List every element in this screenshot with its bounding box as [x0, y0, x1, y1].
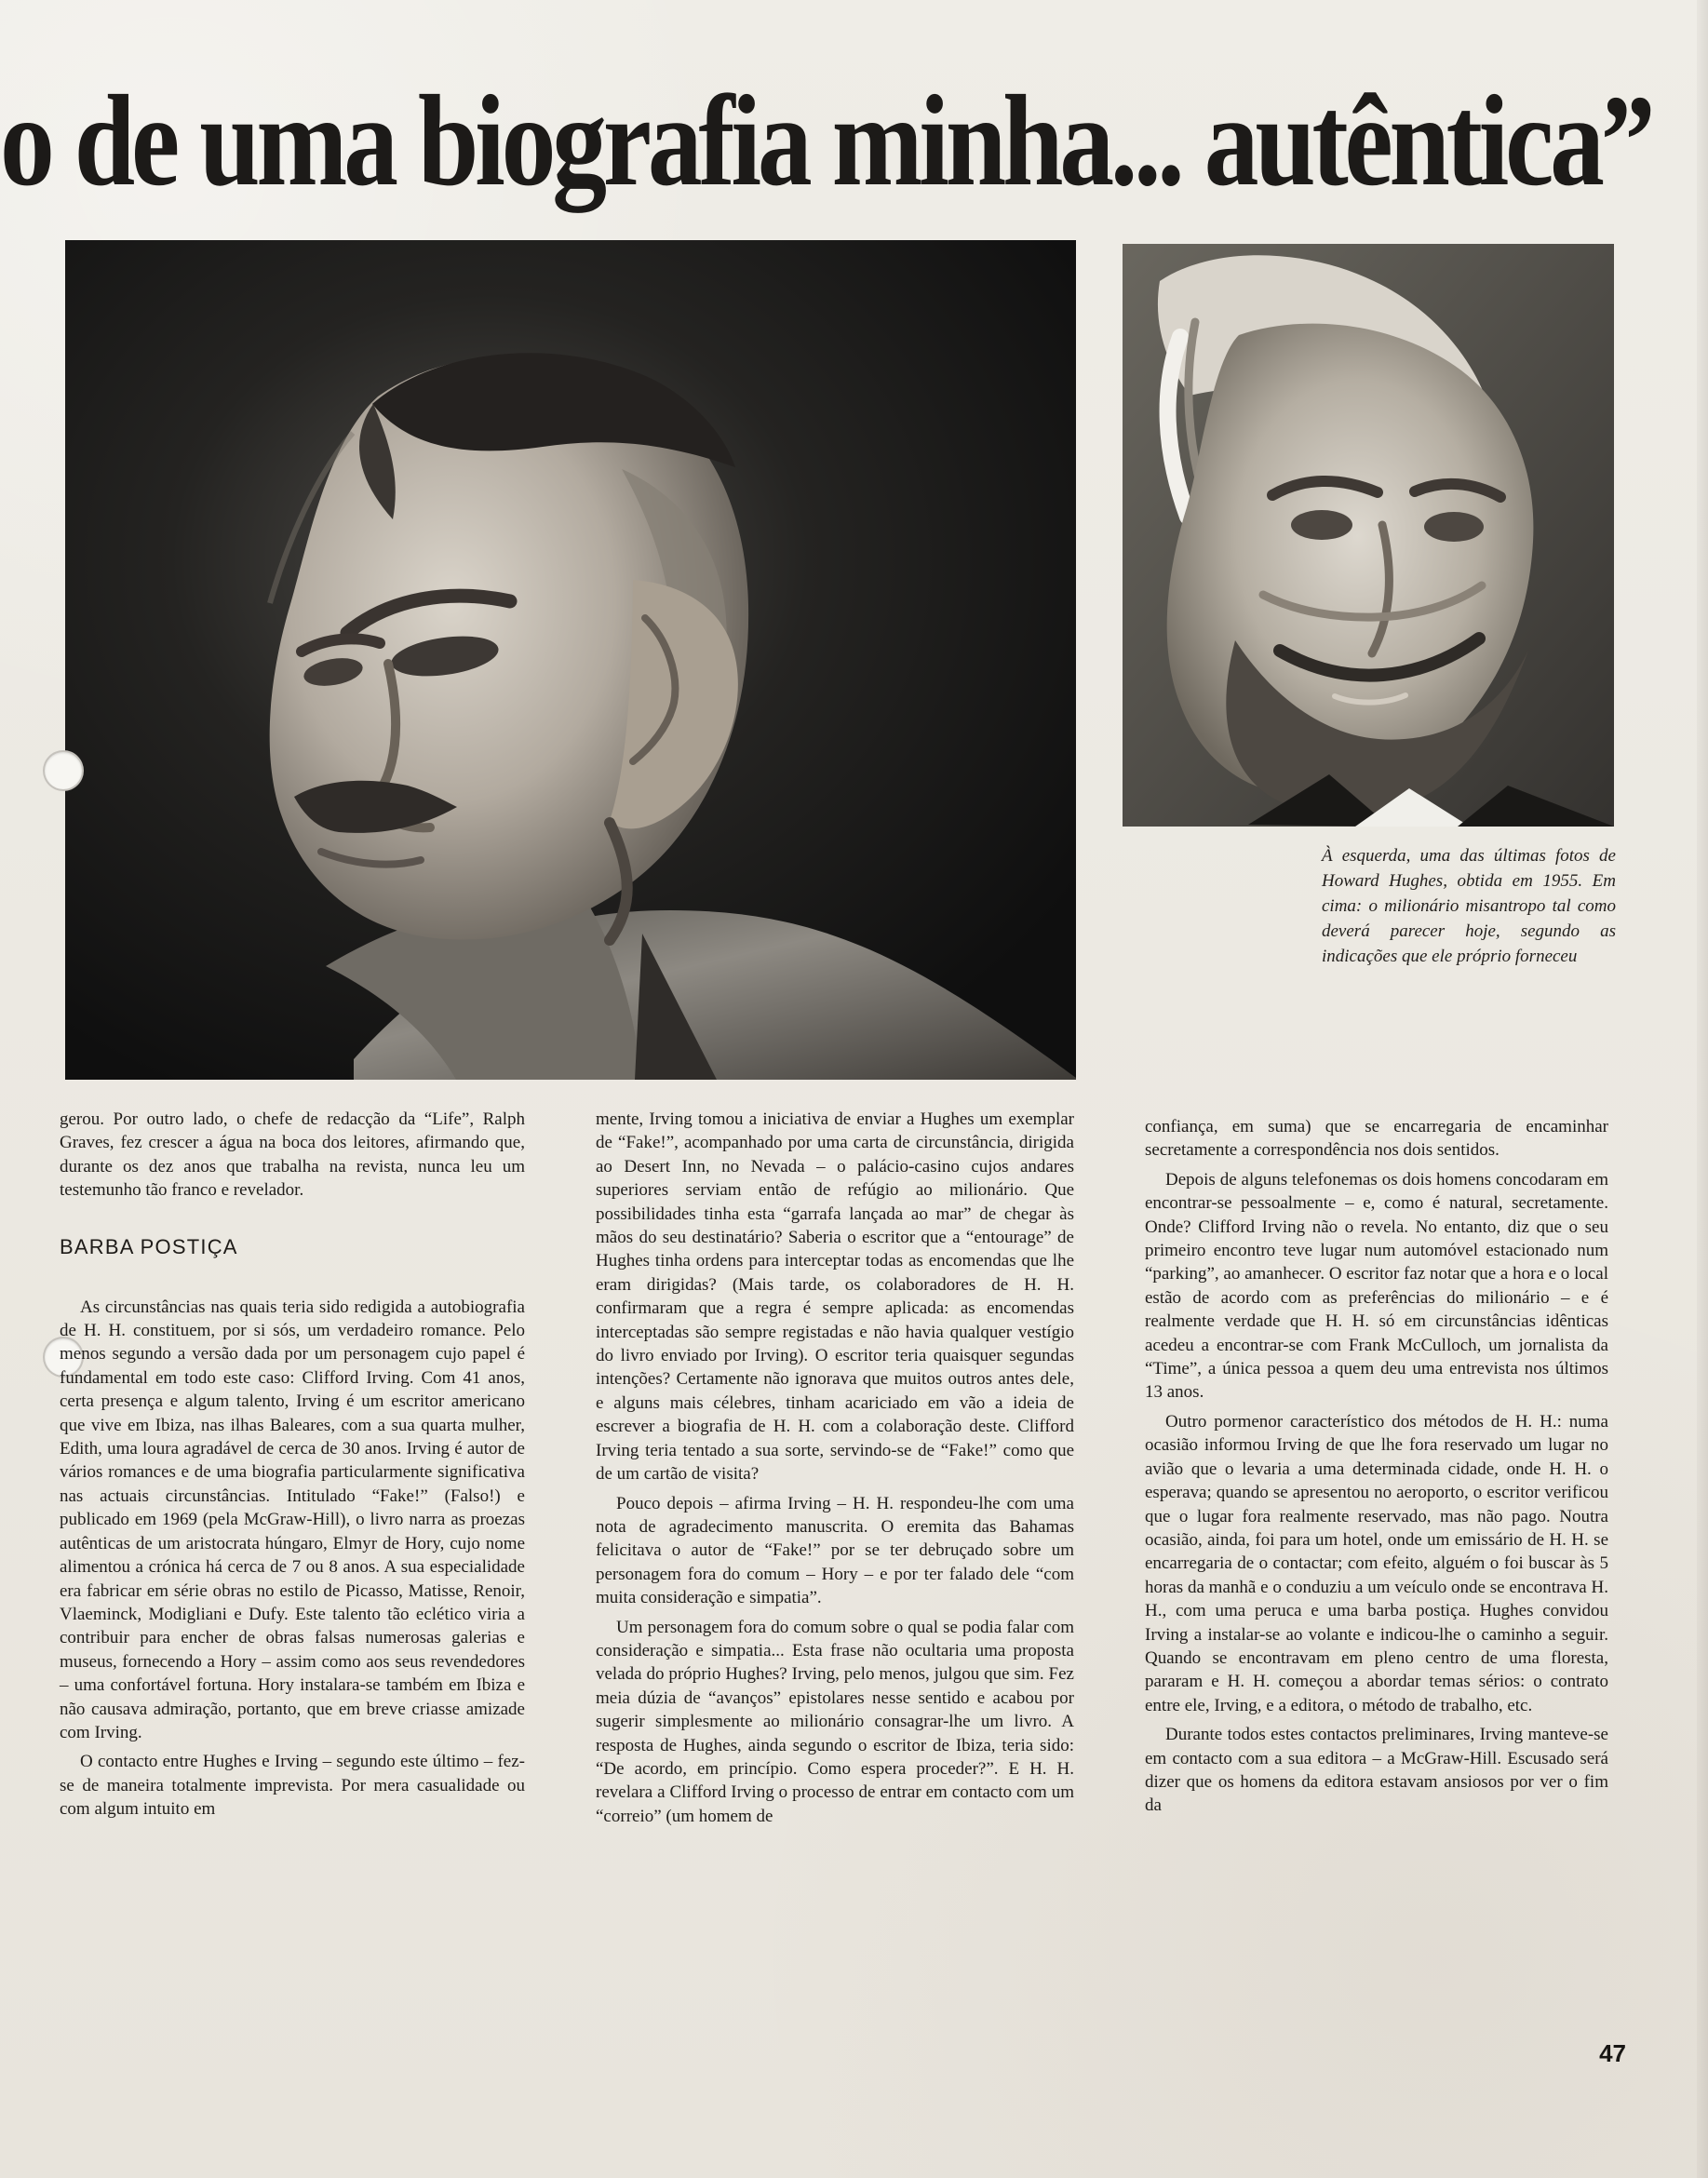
photo-caption	[1322, 843, 1616, 969]
punch-hole-top	[43, 750, 84, 791]
article-column-2	[596, 1108, 1074, 1834]
col1-paragraph-1: gerou. Por outro lado, o chefe de redacção da “Life”, Ralph Graves, fez crescer a água na boca dos leitores, afirmando que, durante os dez anos que trabalha na revista, nunca leu um testemunho tão franco e revelador.	[60, 1109, 525, 1201]
col3-paragraph-2: Depois de alguns telefonemas os dois homens concodaram em encontrar-se pessoalmente – e, como é natural, secretamente. Onde? Clifford Irving não o revela. No entanto, diz que o seu primeiro encontro teve lugar num automóvel estacionado num “parking”, ao amanhecer. O escritor faz notar que a hora e o local estão de acordo com as preferências do milionário – e é realmente verdade que H. H. só em circunstâncias idênticas acedeu a encontrar-se com Frank McCulloch, um jornalista da “Time”, a única pessoa a quem deu uma entrevista nos últimos 13 anos.	[1145, 1169, 1608, 1403]
col1-paragraph-3: O contacto entre Hughes e Irving – segundo este último – fez-se de maneira totalmente imprevista. Por mera casualidade ou com algum intuito em	[60, 1752, 525, 1820]
col3-paragraph-4: Durante todos estes contactos preliminares, Irving manteve-se em contacto com a sua editora – a McGraw-Hill. Escusado será dizer que os homens da editora estavam ansiosos por ver o fim da	[1145, 1725, 1608, 1816]
page-edge-shadow	[1697, 0, 1708, 2178]
page-headline: o de uma biografia minha... autêntica”	[0, 69, 1652, 213]
portrait-illustration-left	[65, 240, 1076, 1080]
col3-paragraph-3: Outro pormenor característico dos métodos de H. H.: numa ocasião informou Irving de que lhe fora reservado um lugar no avião que o levaria a uma determinada cidade, onde H. H. o esperava; quando se apresentou no aeroporto, o escritor verificou que o lugar fora realmente reservado, mas não pago. Noutra ocasião, ainda, foi para um hotel, onde um emissário de H. H. se encarregaria de o contactar; com efeito, alguém o foi buscar às 5 horas da manhã e o conduziu a um veículo onde se encontrava H. H., com uma peruca e uma barba postiça. Hughes convidou Irving a instalar-se ao volante e indicou-lhe o caminho a seguir. Quando se encontravam em pleno centro de uma floresta, pararam e H. H. começou a abordar temas sérios: o contrato entre ele, Irving, e a editora, o método de trabalho, etc.	[1145, 1411, 1608, 1715]
portrait-illustration-right	[1123, 244, 1614, 827]
col3-paragraph-1: confiança, em suma) que se encarregaria de encaminhar secretamente a correspondência nos dois sentidos.	[1145, 1117, 1608, 1161]
col2-paragraph-2: Pouco depois – afirma Irving – H. H. respondeu-lhe com uma nota de agradecimento manuscrita. O eremita das Bahamas felicitava o autor de “Fake!” por se ter debruçado sobre um personagem fora do comum – Hory – e por ter falado dele “com muita consideração e simpatia”.	[596, 1493, 1074, 1608]
photo-howard-hughes-today	[1123, 244, 1614, 827]
article-column-3	[1145, 1115, 1608, 1823]
col2-paragraph-3: Um personagem fora do comum sobre o qual se podia falar com consideração e simpatia... Esta frase não ocultaria uma proposta velada do próprio Hughes? Irving, pelo menos, julgou que sim. Fez meia dúzia de “avanços” epistolares nesse sentido e acabou por sugerir simplesmente ao milionário consagrar-lhe um livro. A resposta de Hughes, ainda segundo o escritor de Ibiza, teria sido: “De acordo, em princípio. Como espera proceder?”. E H. H. revelara a Clifford Irving o processo de entrar em contacto com um “correio” (um homem de	[596, 1617, 1074, 1826]
col1-paragraph-2: As circunstâncias nas quais teria sido redigida a autobiografia de H. H. constituem, por si sós, um verdadeiro romance. Pelo menos segundo a versão dada por um personagem cujo papel é fundamental em todo este caso: Clifford Irving. Com 41 anos, certa presença e algum talento, Irving é um escritor americano que vive em Ibiza, nas ilhas Baleares, com a sua quarta mulher, Edith, uma loura agradável de cerca de 30 anos. Irving é autor de vários romances e de uma biografia particularmente significativa nas actuais circunstâncias. Intitulado “Fake!” (Falso!) e publicado em 1969 (pela McGraw-Hill), o livro narra as proezas autênticas de um aristocrata húngaro, Elmyr de Hory, cujo nome alimentou a crónica há cerca de 7 ou 8 anos. A sua especialidade era fabricar em série obras no estilo de Picasso, Matisse, Renoir, Vlaeminck, Modigliani e Dufy. Este talento tão eclético viria a contribuir para encher de obras falsas numerosas galerias e museus, fornecendo a Hory – assim como aos seus revendedores – uma confortável fortuna. Hory instalara-se também em Ibiza e não causava admiração, portanto, que em breve criasse amizade com Irving.	[60, 1297, 525, 1742]
col2-paragraph-1: mente, Irving tomou a iniciativa de enviar a Hughes um exemplar de “Fake!”, acompanhado por uma carta de circunstância, dirigida ao Desert Inn, no Nevada – o palácio-casino cujos andares superiores serviam então de refúgio ao milionário. Que possibilidades tinha esta “garrafa lançada ao mar” de chegar às mãos do seu destinatário? Saberia o escritor que a “entourage” de Hughes tinha ordens para interceptar todas as encomendas que lhe eram dirigidas? (Mais tarde, os colaboradores de H. H. confirmaram que a regra é sempre aplicada: as encomendas interceptadas são sempre registadas e não havia qualquer vestígio do livro enviado por Irving). O escritor teria quaisquer segundas intenções? Certamente não ignorava que muitos outros antes dele, e alguns mais célebres, tinham acariciado em vão a ideia de escrever a biografia de H. H. com a colaboração deste. Clifford Irving teria tentado a sua sorte, servindo-se de “Fake!” como que de um cartão de visita?	[596, 1109, 1074, 1485]
article-column-1	[60, 1108, 525, 1827]
page-number: 47	[1599, 2039, 1626, 2067]
photo-howard-hughes-1955	[65, 240, 1076, 1080]
section-heading-barba-postica: BARBA POSTIÇA	[60, 1234, 238, 1258]
caption-text: À esquerda, uma das últimas fotos de Howard Hughes, obtida em 1955. Em cima: o milionário misantropo tal como deverá parecer hoje, segundo as indicações que ele próprio forneceu	[1322, 846, 1616, 966]
